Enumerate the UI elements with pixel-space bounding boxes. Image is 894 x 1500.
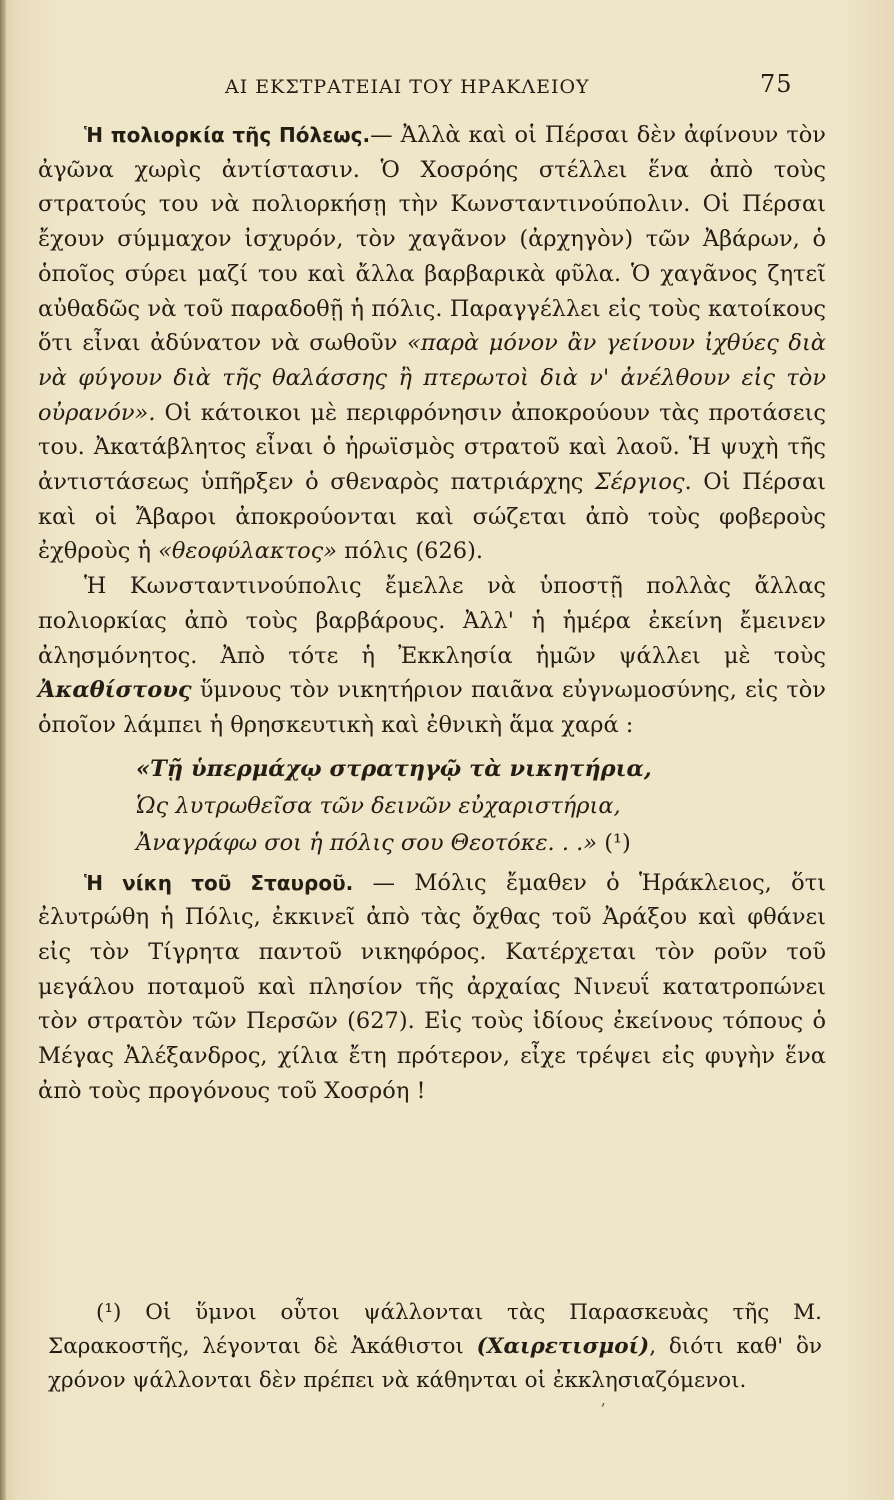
siege-text-d: πόλις (626). [337,538,484,565]
victory-text: — Μόλις ἔμαθεν ὁ Ἡράκλειος, ὅτι ἐλυτρώθη ἡ Πόλις, ἐκκινεῖ ἀπὸ τὰς ὄχθας τοῦ Ἀράξου καὶ φθάνει εἰς τὸν Τίγρητα παντοῦ νικηφόρος. Κατέρχεται τὸν ροῦν τοῦ μεγάλου ποταμοῦ καὶ πλησίον τῆς ἀρχαίας Νινευΐ κατατροπώνει τὸν στρατὸν τῶν Περσῶν (627). Εἰς τοὺς ἰδίους ἐκείνους τόπους ὁ Μέγας Ἀλέξανδρος, χίλια ἔτη πρότερον, εἶχε τρέψει εἰς φυγὴν ἕνα ἀπὸ τοὺς προγόνους τοῦ Χοσρόη ! [38,869,826,1104]
akathistous-word: Ἀκαθίστους [38,677,192,704]
siege-quote: «παρὰ μόνον ἂν γείνουν ἰχθύες διὰ νὰ φύγουν διὰ τῆς θαλάσσης ἢ πτερωτοὶ διὰ ν' ἀνέλθουν εἰς τὸν οὐρανόν». [38,330,826,426]
paragraph-siege [38,118,826,569]
hymn-line-3-text: Ἀναγράφω σοι ἡ πόλις σου Θεοτόκε. . .» [136,829,598,856]
hymn-line-3 [136,825,826,862]
akathist-text-a: Ἡ Κωνσταντινούπολις ἔμελλε νὰ ὑποστῇ πολλὰς ἄλλας πολιορκίας ἀπὸ τοὺς βαρβάρους. Ἀλλ' ἡ ἡμέρα ἐκείνη ἔμεινεν ἀλησμόνητος. Ἀπὸ τότε ἡ Ἐκκλησία ἡμῶν ψάλλει μὲ τοὺς [38,573,826,669]
footnote-text-b: , διότι καθ' ὃν χρόνον ψάλλονται δὲν πρέπει νὰ κάθηνται οἱ ἐκκλησιαζόμενοι. [48,1334,822,1393]
akathist-text-b: ὕμνους τὸν νικητήριον παιᾶνα εὐγνωμοσύνης, εἰς τὸν ὁποῖον λάμπει ἡ θρησκευτικὴ καὶ ἐθνικὴ ἅμα χαρά : [38,677,826,738]
footnote [48,1296,822,1398]
chairetismoi-word: (Χαιρετισμοί) [476,1334,650,1359]
siege-text-b: Οἱ κάτοικοι μὲ περιφρόνησιν ἀποκρούουν τὰς προτάσεις του. Ἀκατάβλητος εἶναι ὁ ἡρωϊσμὸς στρατοῦ καὶ λαοῦ. Ἡ ψυχὴ τῆς ἀντιστάσεως ὑπῆρξεν ὁ σθεναρὸς πατριάρχης [38,399,826,496]
theophylaktos-word: «θεοφύλακτος» [158,538,338,565]
hymn-line-2: Ὡς λυτρωθεῖσα τῶν δεινῶν εὐχαριστήρια, [136,792,621,819]
siege-text-a: — Ἀλλὰ καὶ οἱ Πέρσαι δὲν ἀφίνουν τὸν ἀγῶνα χωρὶς ἀντίστασιν. Ὁ Χοσρόης στέλλει ἕνα ἀπὸ τοὺς στρατούς του νὰ πολιορκήσῃ τὴν Κωνσταντινούπολιν. Οἱ Πέρσαι ἔχουν σύμμαχον ἰσχυρόν, τὸν χαγᾶνον (ἀρχηγὸν) τῶν Ἀβάρων, ὁ ὁποῖος σύρει μαζί του καὶ ἄλλα βαρβαρικὰ φῦλα. Ὁ χαγᾶνος ζητεῖ αὐθαδῶς νὰ τοῦ παραδοθῇ ἡ πόλις. Παραγγέλλει εἰς τοὺς κατοίκους ὅτι εἶναι ἀδύνατον νὰ σωθοῦν [38,122,826,357]
hymn-line-1: «Τῇ ὑπερμάχῳ στρατηγῷ τὰ νικητήρια, [136,755,652,782]
main-text [38,118,826,1109]
paragraph-victory [38,866,826,1109]
stray-ink-mark: ʼ [600,1400,606,1419]
running-title: ΑΙ ΕΚΣΤΡΑΤΕΙΑΙ ΤΟΥ ΗΡΑΚΛΕΙΟΥ [225,76,590,98]
siege-text-c: . Οἱ Πέρσαι καὶ οἱ Ἄβαροι ἀποκρούονται καὶ σώζεται ἀπὸ τοὺς φοβεροὺς ἐχθροὺς ἡ [38,469,826,565]
page-gutter-edge [0,0,6,1500]
footnote-reference: (¹) [604,829,631,856]
page-number: 75 [760,70,793,98]
sergios-name: Σέργιος [594,469,685,496]
section-heading-siege: Ἡ πολιορκία τῆς Πόλεως. [84,123,371,147]
paragraph-akathist [38,569,826,743]
footnote-text-a: (¹) Οἱ ὕμνοι οὗτοι ψάλλονται τὰς Παρασκευὰς τῆς Μ. Σαρακοστῆς, λέγονται δὲ Ἀκάθιστοι [48,1300,822,1359]
section-heading-victory: Ἡ νίκη τοῦ Σταυροῦ. [84,870,354,895]
hymn-quote [136,751,826,862]
